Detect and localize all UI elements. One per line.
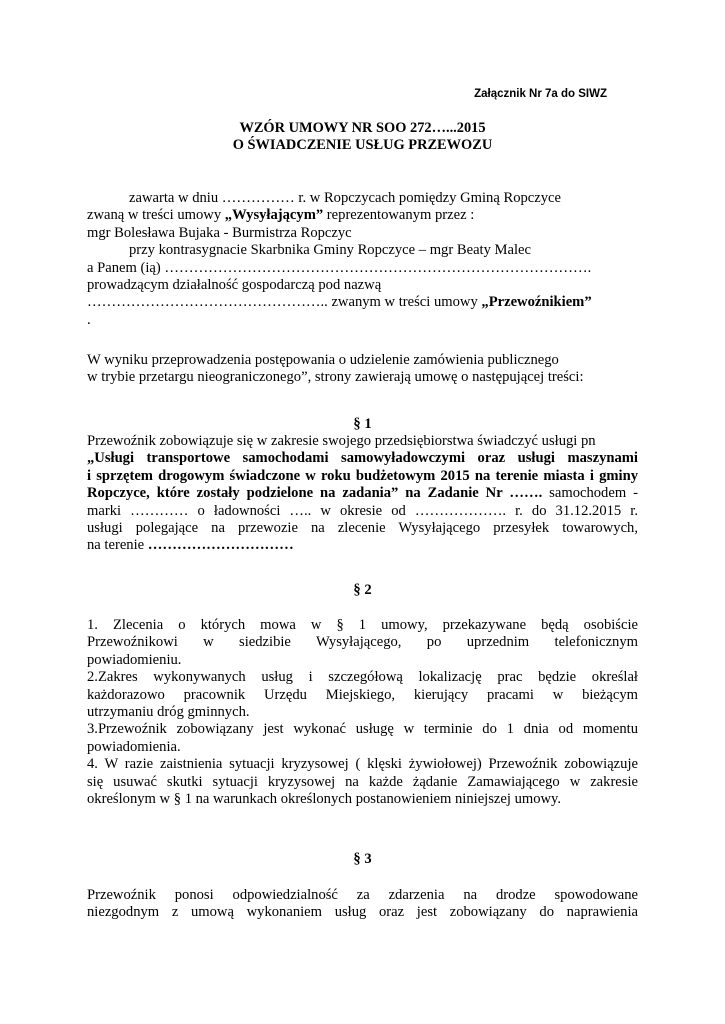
s2-line: się usuwać skutki sytuacji kryzysowej na każde żądanie Zamawiającego w zakresie: [87, 773, 638, 790]
annex-label: Załącznik Nr 7a do SIWZ: [474, 88, 607, 100]
parties-section: [87, 190, 638, 329]
section-2-body: [87, 617, 638, 808]
intro-line: mgr Bolesława Bujaka - Burmistrza Ropczyc: [87, 224, 352, 241]
s2-line: powiadomieniu.: [87, 651, 182, 668]
section-3-heading: § 3: [353, 851, 372, 867]
s2-line: 3.Przewoźnik zobowiązany jest wykonać usługę w terminie do 1 dnia od momentu: [87, 721, 638, 738]
intro-line: .: [87, 311, 91, 328]
s2-line: 4. W razie zaistnienia sytuacji kryzysowej ( klęski żywiołowej) Przewoźnik zobowiązuje: [87, 756, 638, 773]
s3-line: niezgodnym z umową wykonaniem usług oraz jest zobowiązany do naprawienia: [87, 904, 638, 921]
s1-line: na terenie …………………………: [87, 537, 294, 554]
intro-line: zawarta w dniu …………… r. w Ropczycach pomiędzy Gminą Ropczyce: [129, 190, 562, 206]
intro-line: a Panem (ią) …………………………………………………………………………….: [87, 259, 592, 276]
carrier-term: „Przewoźnikiem”: [481, 294, 592, 311]
s1-line: Przewoźnik zobowiązuje się w zakresie swojego przedsiębiorstwa świadczyć usługi pn: [87, 433, 596, 449]
title-line-1: WZÓR UMOWY NR SOO 272…...2015: [239, 120, 486, 136]
s2-line: utrzymaniu dróg gminnych.: [87, 704, 250, 721]
s1-line: usługi polegające na przewozie na zlecenie Wysyłającego przesyłek towarowych,: [87, 520, 638, 537]
s1-line: Ropczyce, które zostały podzielone na zadania” na Zadanie Nr ……. samochodem -: [87, 485, 638, 502]
s1-line: marki ………… o ładowności ….. w okresie od ………………. r. do 31.12.2015 r.: [87, 502, 638, 519]
s3-line: Przewoźnik ponosi odpowiedzialność za zdarzenia na drodze spowodowane: [87, 887, 638, 903]
intro-line: przy kontrasygnacie Skarbnika Gminy Ropczyce – mgr Beaty Malec: [129, 242, 532, 259]
sender-term: „Wysyłającym”: [224, 207, 324, 224]
s2-line: 1. Zlecenia o których mowa w § 1 umowy, przekazywane będą osobiście: [87, 617, 638, 633]
title-line-2: O ŚWIADCZENIE USŁUG PRZEWOZU: [232, 137, 493, 153]
section-3-body: [87, 887, 638, 922]
section-2-heading: § 2: [353, 582, 372, 598]
procedure-line: w trybie przetargu nieograniczonego”, strony zawierają umowę o następującej treści:: [87, 369, 584, 386]
section-1-heading: § 1: [353, 416, 372, 432]
procedure-section: [87, 352, 638, 387]
contract-title: [0, 120, 725, 154]
s2-line: powiadomienia.: [87, 738, 181, 755]
s2-line: każdorazowo pracownik Urzędu Miejskiego, kierujący pracami w bieżącym: [87, 686, 638, 703]
procedure-line: W wyniku przeprowadzenia postępowania o udzielenie zamówienia publicznego: [87, 352, 559, 368]
intro-line: prowadzącym działalność gospodarczą pod nazwą: [87, 277, 382, 294]
section-1-body: [87, 433, 638, 555]
s2-line: 2.Zakres wykonywanych usług i szczegółową lokalizację prac będzie określał: [87, 669, 638, 686]
s1-line: i sprzętem drogowym świadczone w roku budżetowym 2015 na terenie miasta i gminy: [87, 467, 638, 484]
s2-line: Przewoźnikowi w siedzibie Wysyłającego, po uprzednim telefonicznym: [87, 634, 638, 651]
s1-line: „Usługi transportowe samochodami samowyładowczymi oraz usługi maszynami: [87, 450, 638, 467]
intro-line: zwaną w treści umowy „Wysyłającym” reprezentowanym przez :: [87, 207, 475, 224]
s2-line: określonym w § 1 na warunkach określonych postanowieniem niniejszej umowy.: [87, 791, 562, 808]
intro-line: ………………………………………….. zwanym w treści umowy „Przewoźnikiem”: [87, 294, 592, 311]
